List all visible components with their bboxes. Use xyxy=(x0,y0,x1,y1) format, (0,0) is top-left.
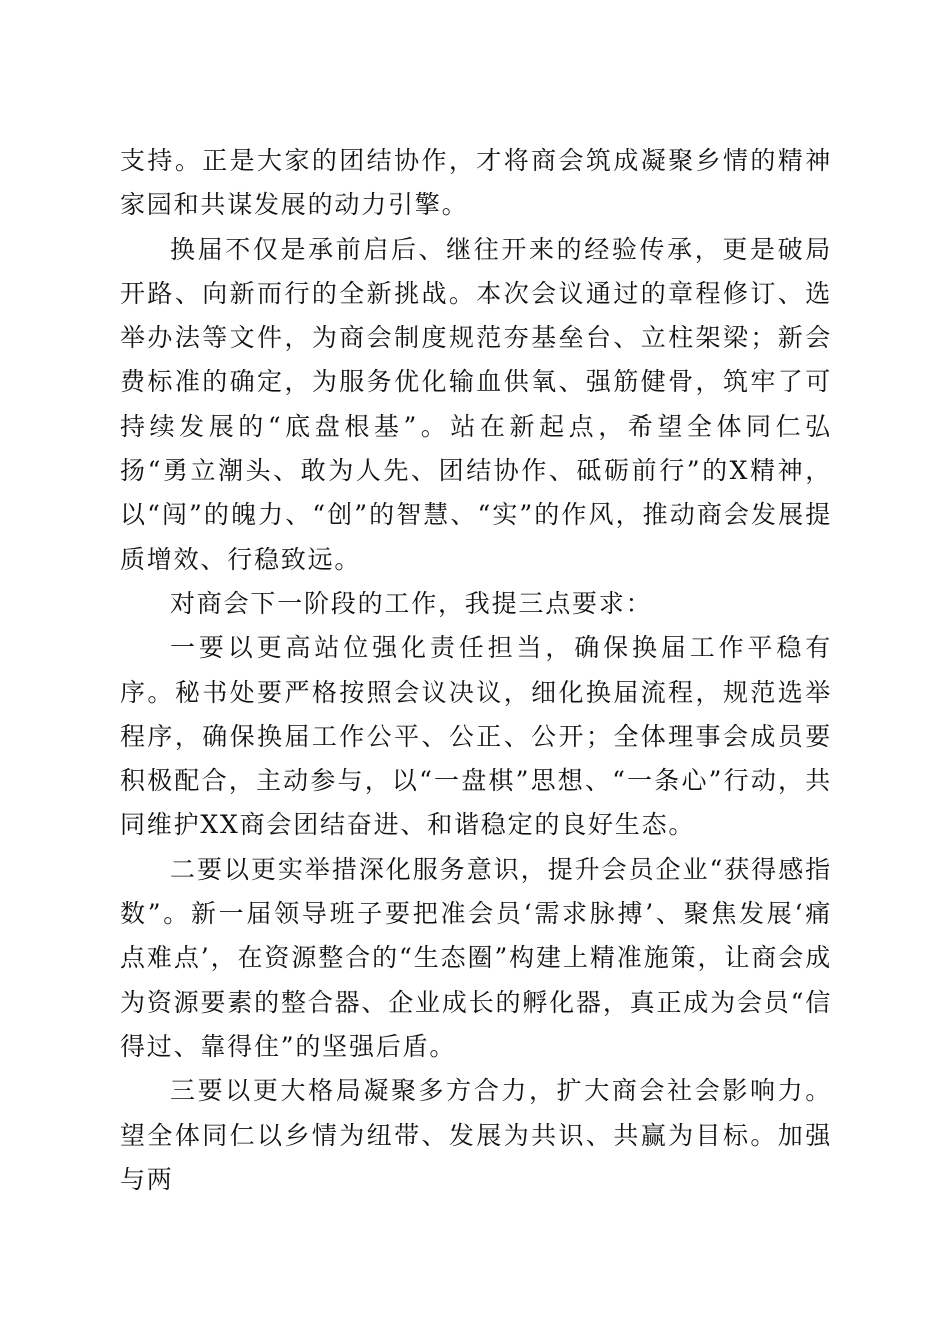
paragraph-requirements-intro: 对商会下一阶段的工作，我提三点要求： xyxy=(170,588,653,618)
paragraph-transition: 换届不仅是承前启后、继往开来的经验传承，更是破局开路、向新而行的全新挑战。本次会议通过的章程修订、选举办法等文件，为商会制度规范夯基垒台、立柱架梁；新会费标准的确定，为服务优化输血供氧、强筋健骨，筑牢了可持续发展的“底盘根基”。站在新起点，希望全体同仁弘扬“勇立潮头、敢为人先、团结协作、砥砺前行”的X精神，以“闯”的魄力、“创”的智慧、“实”的作风，推动商会发展提质增效、行稳致远。 xyxy=(120,234,832,574)
paragraph-requirement-two: 二要以更实举措深化服务意识，提升会员企业“获得感指数”。新一届领导班子要把准会员‘需求脉搏’、聚焦发展‘痛点难点’，在资源整合的“生态圈”构建上精准施策，让商会成为资源要素的整合器、企业成长的孵化器，真正成为会员“信得过、靠得住”的坚强后盾。 xyxy=(120,854,832,1061)
document-body xyxy=(120,139,832,1202)
paragraph-requirement-three: 三要以更大格局凝聚多方合力，扩大商会社会影响力。望全体同仁以乡情为纽带、发展为共识、共赢为目标。加强与两 xyxy=(120,1076,832,1194)
paragraph-continuation: 支持。正是大家的团结协作，才将商会筑成凝聚乡情的精神家园和共谋发展的动力引擎。 xyxy=(120,146,832,220)
paragraph-requirement-one: 一要以更高站位强化责任担当，确保换届工作平稳有序。秘书处要严格按照会议决议，细化换届流程，规范选举程序，确保换届工作公平、公正、公开；全体理事会成员要积极配合，主动参与，以“一盘棋”思想、“一条心”行动，共同维护XX商会团结奋进、和谐稳定的良好生态。 xyxy=(120,633,832,840)
